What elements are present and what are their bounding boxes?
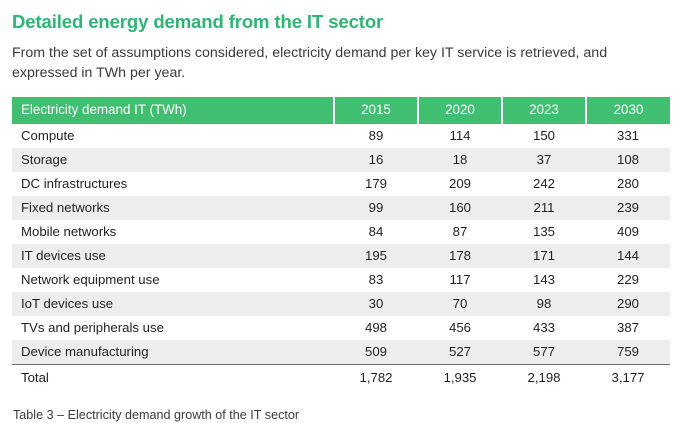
cell-2020: 456: [448, 320, 471, 335]
electricity-demand-table: [12, 97, 670, 391]
cell-2030: 759: [586, 340, 670, 365]
table-header-row: [12, 97, 670, 124]
cell-2023: 37: [502, 148, 586, 172]
cell-2015: 16: [334, 148, 418, 172]
table-body: [12, 124, 670, 391]
table-row: [12, 244, 670, 268]
column-header-2030: 2030: [586, 97, 670, 124]
table-row: [12, 292, 670, 316]
row-label: Storage: [12, 148, 334, 172]
cell-2030: 387: [616, 320, 639, 335]
table-row: [12, 148, 670, 172]
table-header: [12, 97, 670, 124]
cell-2030: 108: [586, 148, 670, 172]
cell-2030: 144: [586, 244, 670, 268]
cell-2030: 239: [586, 196, 670, 220]
row-label: Network equipment use: [21, 272, 160, 287]
cell-2023: 211: [502, 196, 586, 220]
cell-2015: 84: [368, 224, 384, 239]
total-2030: 3,177: [586, 365, 670, 392]
cell-2023: 150: [532, 128, 555, 143]
table-row: [12, 316, 670, 340]
cell-2023: 433: [532, 320, 555, 335]
cell-2015: 89: [368, 128, 384, 143]
total-2023: 2,198: [502, 365, 586, 392]
cell-2020: 209: [448, 176, 471, 191]
cell-2020: 18: [418, 148, 502, 172]
row-label: IoT devices use: [12, 292, 334, 316]
cell-2015: 99: [334, 196, 418, 220]
cell-2030: 331: [616, 128, 639, 143]
table-row: [12, 268, 670, 292]
total-label: Total: [12, 365, 334, 392]
cell-2015: 195: [334, 244, 418, 268]
row-label: Compute: [21, 128, 75, 143]
cell-2023: 143: [532, 272, 555, 287]
row-label: Mobile networks: [21, 224, 117, 239]
table-caption: Table 3 – Electricity demand growth of the IT sector: [13, 408, 300, 422]
table-row: [12, 124, 670, 148]
cell-2023: 98: [502, 292, 586, 316]
cell-2020: 70: [418, 292, 502, 316]
cell-2020: 160: [418, 196, 502, 220]
column-header-2015: 2015: [334, 97, 418, 124]
total-2020: 1,935: [418, 365, 502, 392]
cell-2020: 114: [449, 128, 471, 143]
cell-2030: 229: [616, 272, 639, 287]
intro-paragraph: From the set of assumptions considered, electricity demand per key IT service is retrieved, and expressed in TWh per year.: [12, 45, 608, 81]
row-label: TVs and peripherals use: [21, 320, 164, 335]
cell-2030: 280: [616, 176, 639, 191]
row-label: Device manufacturing: [12, 340, 334, 365]
cell-2015: 498: [364, 320, 387, 335]
cell-2023: 171: [502, 244, 586, 268]
cell-2020: 527: [418, 340, 502, 365]
cell-2015: 30: [334, 292, 418, 316]
page-title: Detailed energy demand from the IT sector: [12, 11, 384, 32]
table-row: [12, 196, 670, 220]
total-2015: 1,782: [334, 365, 418, 392]
column-header-2020: 2020: [418, 97, 502, 124]
cell-2015: 179: [364, 176, 387, 191]
row-label: IT devices use: [12, 244, 334, 268]
cell-2023: 577: [502, 340, 586, 365]
row-label: Fixed networks: [12, 196, 334, 220]
cell-2023: 242: [532, 176, 555, 191]
row-label: DC infrastructures: [21, 176, 128, 191]
cell-2030: 290: [586, 292, 670, 316]
table-row: [12, 172, 670, 196]
column-header-2023: 2023: [502, 97, 586, 124]
cell-2020: 87: [452, 224, 468, 239]
cell-2015: 83: [368, 272, 384, 287]
cell-2020: 178: [418, 244, 502, 268]
cell-2015: 509: [334, 340, 418, 365]
table-row: [12, 340, 670, 365]
table-row: [12, 220, 670, 244]
cell-2023: 135: [532, 224, 555, 239]
table-total-row: [12, 365, 670, 392]
cell-2020: 117: [449, 272, 471, 287]
cell-2030: 409: [616, 224, 639, 239]
column-header-label: Electricity demand IT (TWh): [12, 97, 334, 124]
